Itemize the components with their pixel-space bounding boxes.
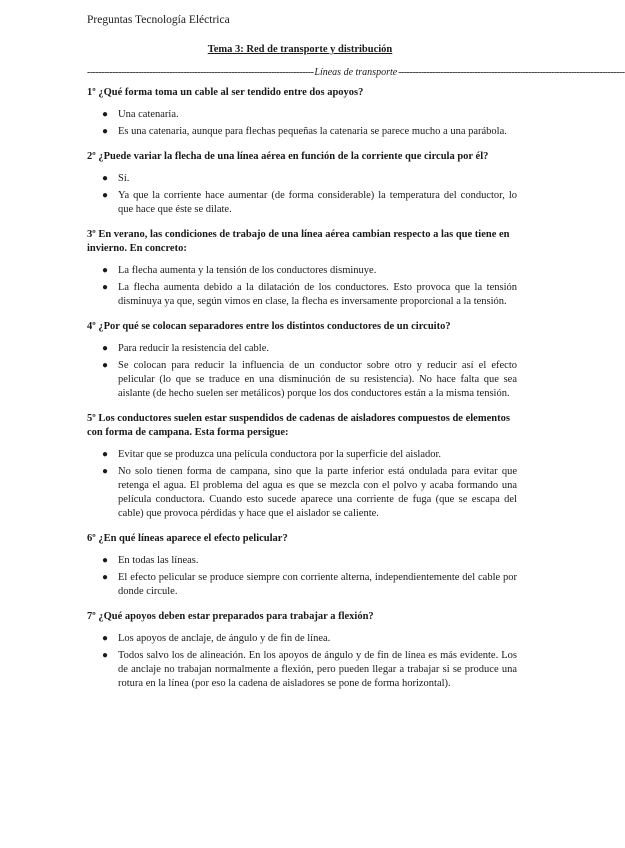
question-heading: 5º Los conductores suelen estar suspendidos de cadenas de aisladores compuestos de elementos con forma de campana. Esta forma persigue: [87, 413, 510, 438]
answer-list [87, 172, 517, 217]
answer-item: ● La flecha aumenta y la tensión de los conductores disminuye. [102, 265, 377, 276]
section-divider [87, 67, 625, 78]
answer-item: ● Sí. [102, 173, 130, 184]
answer-list [87, 554, 517, 599]
answer-item: ● Evitar que se produzca una película conductora por la superficie del aislador. [102, 449, 442, 460]
bullet-icon: ● [102, 343, 109, 354]
bullet-icon: ● [102, 109, 109, 120]
section-label: Líneas de transporte [314, 67, 398, 78]
question-block [87, 532, 517, 599]
answer-item: ● Los apoyos de anclaje, de ángulo y de fin de línea. [102, 633, 331, 644]
question-block [87, 228, 517, 309]
answer-list [87, 632, 517, 691]
bullet-icon: ● [102, 282, 109, 293]
question-heading: 1º ¿Qué forma toma un cable al ser tendido entre dos apoyos? [87, 87, 364, 98]
answer-item: ● En todas las líneas. [102, 555, 199, 566]
question-block [87, 610, 517, 691]
question-block [87, 412, 517, 521]
bullet-icon: ● [102, 650, 109, 661]
answer-list [87, 448, 517, 521]
question-heading: 4º ¿Por qué se colocan separadores entre los distintos conductores de un circuito? [87, 321, 451, 332]
bullet-icon: ● [102, 360, 109, 371]
answer-item: ● Una catenaria. [102, 109, 179, 120]
bullet-icon: ● [102, 265, 109, 276]
answer-item: ● Todos salvo los de alineación. En los apoyos de ángulo y de fin de línea es más evidente. Los de anclaje no trabajan normalmente a flexión, pero pueden llegar a trabajar si se produce una rotura en la línea (por eso la cadena de aisladores se pone de forma horizontal). [102, 650, 517, 689]
divider-dashes-left: -------------------------------------------------------------------------------- [87, 67, 314, 78]
answer-item: ● Se colocan para reducir la influencia de un conductor sobre otro y reducir así el efecto pelicular (lo que se traduce en una disminución de su resistencia). No hace falta que sea aislante (de hecho suelen ser metálicos) porque los dos conductores están a la misma tensión. [102, 360, 517, 399]
question-block [87, 320, 517, 401]
question-block [87, 150, 517, 217]
answer-item: ● El efecto pelicular se produce siempre con corriente alterna, independientemente del cable por donde circule. [102, 572, 517, 597]
bullet-icon: ● [102, 126, 109, 137]
question-heading: 6º ¿En qué líneas aparece el efecto pelicular? [87, 533, 288, 544]
bullet-icon: ● [102, 173, 109, 184]
page-title: Tema 3: Red de transporte y distribución [207, 44, 393, 55]
answer-item: ● Es una catenaria, aunque para flechas pequeñas la catenaria se parece mucho a una parábola. [102, 126, 507, 137]
bullet-icon: ● [102, 633, 109, 644]
answer-item: ● Para reducir la resistencia del cable. [102, 343, 270, 354]
bullet-icon: ● [102, 449, 109, 460]
bullet-icon: ● [102, 555, 109, 566]
question-heading: 2º ¿Puede variar la flecha de una línea aérea en función de la corriente que circula por él? [87, 151, 489, 162]
answer-item: ● Ya que la corriente hace aumentar (de forma considerable) la temperatura del conductor, lo que hace que éste se dilate. [102, 190, 517, 215]
divider-dashes-right: -------------------------------------------------------------------------------- [398, 67, 625, 78]
bullet-icon: ● [102, 572, 109, 583]
answer-list [87, 108, 517, 139]
answer-item: ● La flecha aumenta debido a la dilatación de los conductores. Esto provoca que la tensión disminuya ya que, según vimos en clase, la flecha es inversamente proporcional a la tensión. [102, 282, 517, 307]
answer-list [87, 264, 517, 309]
bullet-icon: ● [102, 466, 109, 477]
answer-list [87, 342, 517, 401]
bullet-icon: ● [102, 190, 109, 201]
answer-item: ● No solo tienen forma de campana, sino que la parte inferior está ondulada para evitar que retenga el agua. El problema del agua es que se mezcla con el polvo y acaba formando una película conductora. Cuando esto sucede aparece una corriente de fuga (que se escapa del cable) que provoca pérdidas y hace que el aislador se caliente. [102, 466, 517, 519]
question-block [87, 86, 517, 139]
question-heading: 3º En verano, las condiciones de trabajo de una línea aérea cambian respecto a las que tiene en invierno. En concreto: [87, 229, 510, 254]
questions-list [87, 86, 517, 694]
question-heading: 7º ¿Qué apoyos deben estar preparados para trabajar a flexión? [87, 611, 374, 622]
page-header: Preguntas Tecnología Eléctrica [87, 14, 230, 26]
